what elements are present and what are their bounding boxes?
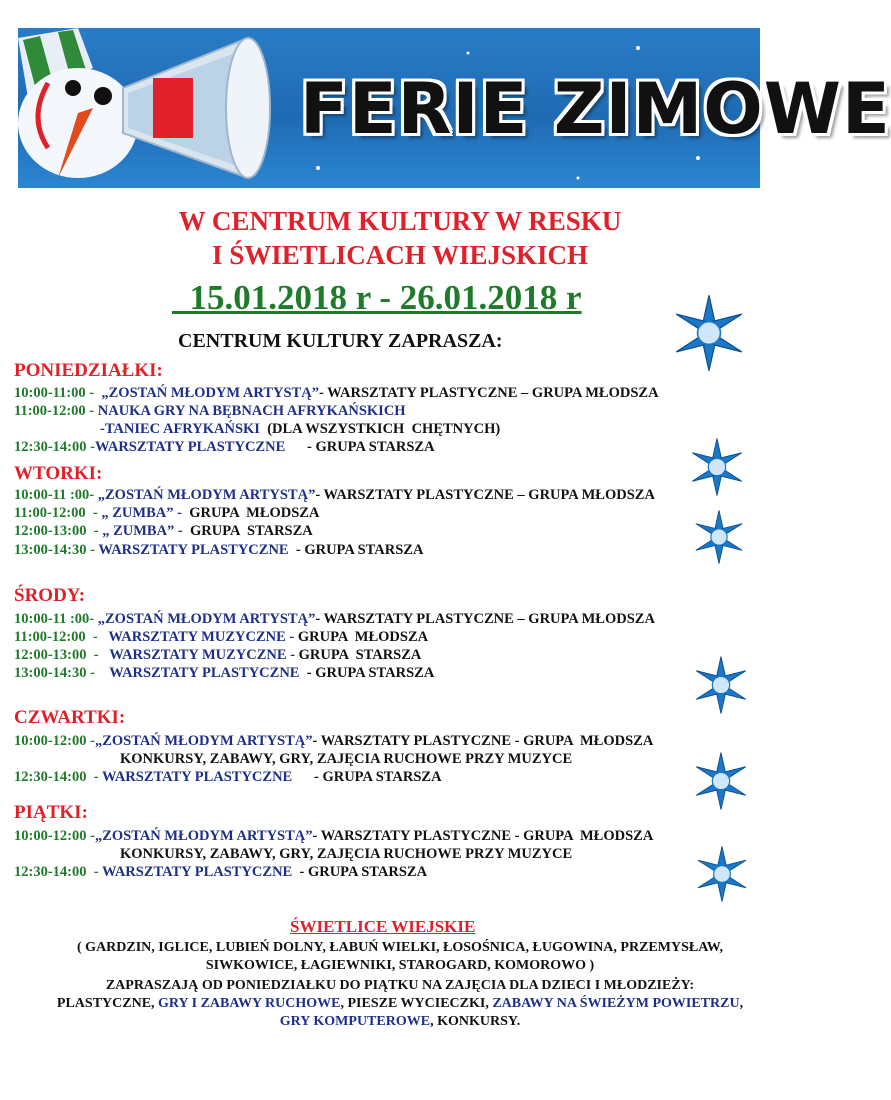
day-label-wednesday: ŚRODY: (14, 585, 86, 606)
schedule-line: -TANIEC AFRYKAŃSKI (DLA WSZYSTKICH CHĘTNYCH) (100, 421, 501, 437)
schedule-line: 11:00-12:00 - WARSZTATY MUZYCZNE - GRUPA MŁODSZA (14, 629, 429, 645)
banner-title: FERIE ZIMOWE (300, 68, 891, 150)
day-label-tuesday: WTORKI: (14, 463, 103, 484)
schedule-line: 13:00-14:30 - WARSZTATY PLASTYCZNE - GRUPA STARSZA (14, 665, 435, 681)
schedule-line: KONKURSY, ZABAWY, GRY, ZAJĘCIA RUCHOWE PRZY MUZYCE (120, 846, 573, 862)
schedule-line: 11:00-12:00 - „ ZUMBA” - GRUPA MŁODSZA (14, 505, 320, 521)
snowflake-icon (668, 292, 750, 374)
event-dates: 15.01.2018 r - 26.01.2018 r (172, 278, 582, 317)
schedule-line: 13:00-14:30 - WARSZTATY PLASTYCZNE - GRUPA STARSZA (14, 542, 424, 558)
schedule-line: 12:30-14:00 - WARSZTATY PLASTYCZNE - GRUPA STARSZA (14, 769, 442, 785)
day-label-monday: PONIEDZIAŁKI: (14, 360, 163, 381)
schedule-line: 12:00-13:00 - WARSZTATY MUZYCZNE - GRUPA STARSZA (14, 647, 422, 663)
schedule-line: 10:00-11:00 - „ZOSTAŃ MŁODYM ARTYSTĄ”- WARSZTATY PLASTYCZNE – GRUPA MŁODSZA (14, 385, 659, 401)
footer-activities-line-1: PLASTYCZNE, GRY I ZABAWY RUCHOWE, PIESZE WYCIECZKI, ZABAWY NA ŚWIEŻYM POWIETRZU, (56, 996, 744, 1011)
schedule-line: 10:00-12:00 -„ZOSTAŃ MŁODYM ARTYSTĄ”- WARSZTATY PLASTYCZNE - GRUPA MŁODSZA (14, 733, 654, 749)
footer-villages-line-2: SIWKOWICE, ŁAGIEWNIKI, STAROGARD, KOMOROWO ) (205, 958, 595, 973)
snowflake-icon (692, 844, 752, 904)
day-label-friday: PIĄTKI: (14, 802, 88, 823)
schedule-line: 11:00-12:00 - NAUKA GRY NA BĘBNACH AFRYKAŃSKICH (14, 403, 406, 419)
snowflake-icon (686, 436, 748, 498)
schedule-line: 12:30-14:00 -WARSZTATY PLASTYCZNE - GRUPA STARSZA (14, 439, 435, 455)
day-label-thursday: CZWARTKI: (14, 707, 126, 728)
schedule-line: 12:00-13:00 - „ ZUMBA” - GRUPA STARSZA (14, 523, 313, 539)
footer-villages-line-1: ( GARDZIN, IGLICE, LUBIEŃ DOLNY, ŁABUŃ WIELKI, ŁOSOŚNICA, ŁUGOWINA, PRZEMYSŁAW, (77, 940, 723, 955)
snowflake-icon (690, 654, 752, 716)
schedule-line: KONKURSY, ZABAWY, GRY, ZAJĘCIA RUCHOWE PRZY MUZYCE (120, 751, 573, 767)
footer-title: ŚWIETLICE WIEJSKIE (290, 917, 476, 936)
schedule-line: 10:00-11 :00- „ZOSTAŃ MŁODYM ARTYSTĄ”- WARSZTATY PLASTYCZNE – GRUPA MŁODSZA (14, 487, 655, 503)
schedule-line: 10:00-11 :00- „ZOSTAŃ MŁODYM ARTYSTĄ”- WARSZTATY PLASTYCZNE – GRUPA MŁODSZA (14, 611, 655, 627)
headline-line-1: W CENTRUM KULTURY W RESKU (178, 206, 622, 236)
snowflake-icon (690, 508, 748, 566)
footer-activities-line-2: GRY KOMPUTEROWE, KONKURSY. (279, 1014, 521, 1029)
schedule-line: 10:00-12:00 -„ZOSTAŃ MŁODYM ARTYSTĄ”- WARSZTATY PLASTYCZNE - GRUPA MŁODSZA (14, 828, 654, 844)
invite-heading: CENTRUM KULTURY ZAPRASZA: (178, 330, 503, 352)
footer-invite: ZAPRASZAJĄ OD PONIEDZIAŁKU DO PIĄTKU NA ZAJĘCIA DLA DZIECI I MŁODZIEŻY: (105, 978, 695, 993)
schedule-line: 12:30-14:00 - WARSZTATY PLASTYCZNE - GRUPA STARSZA (14, 864, 428, 880)
headline-line-2: I ŚWIETLICACH WIEJSKICH (211, 240, 589, 270)
banner (18, 28, 891, 188)
snowflake-icon (690, 750, 752, 812)
